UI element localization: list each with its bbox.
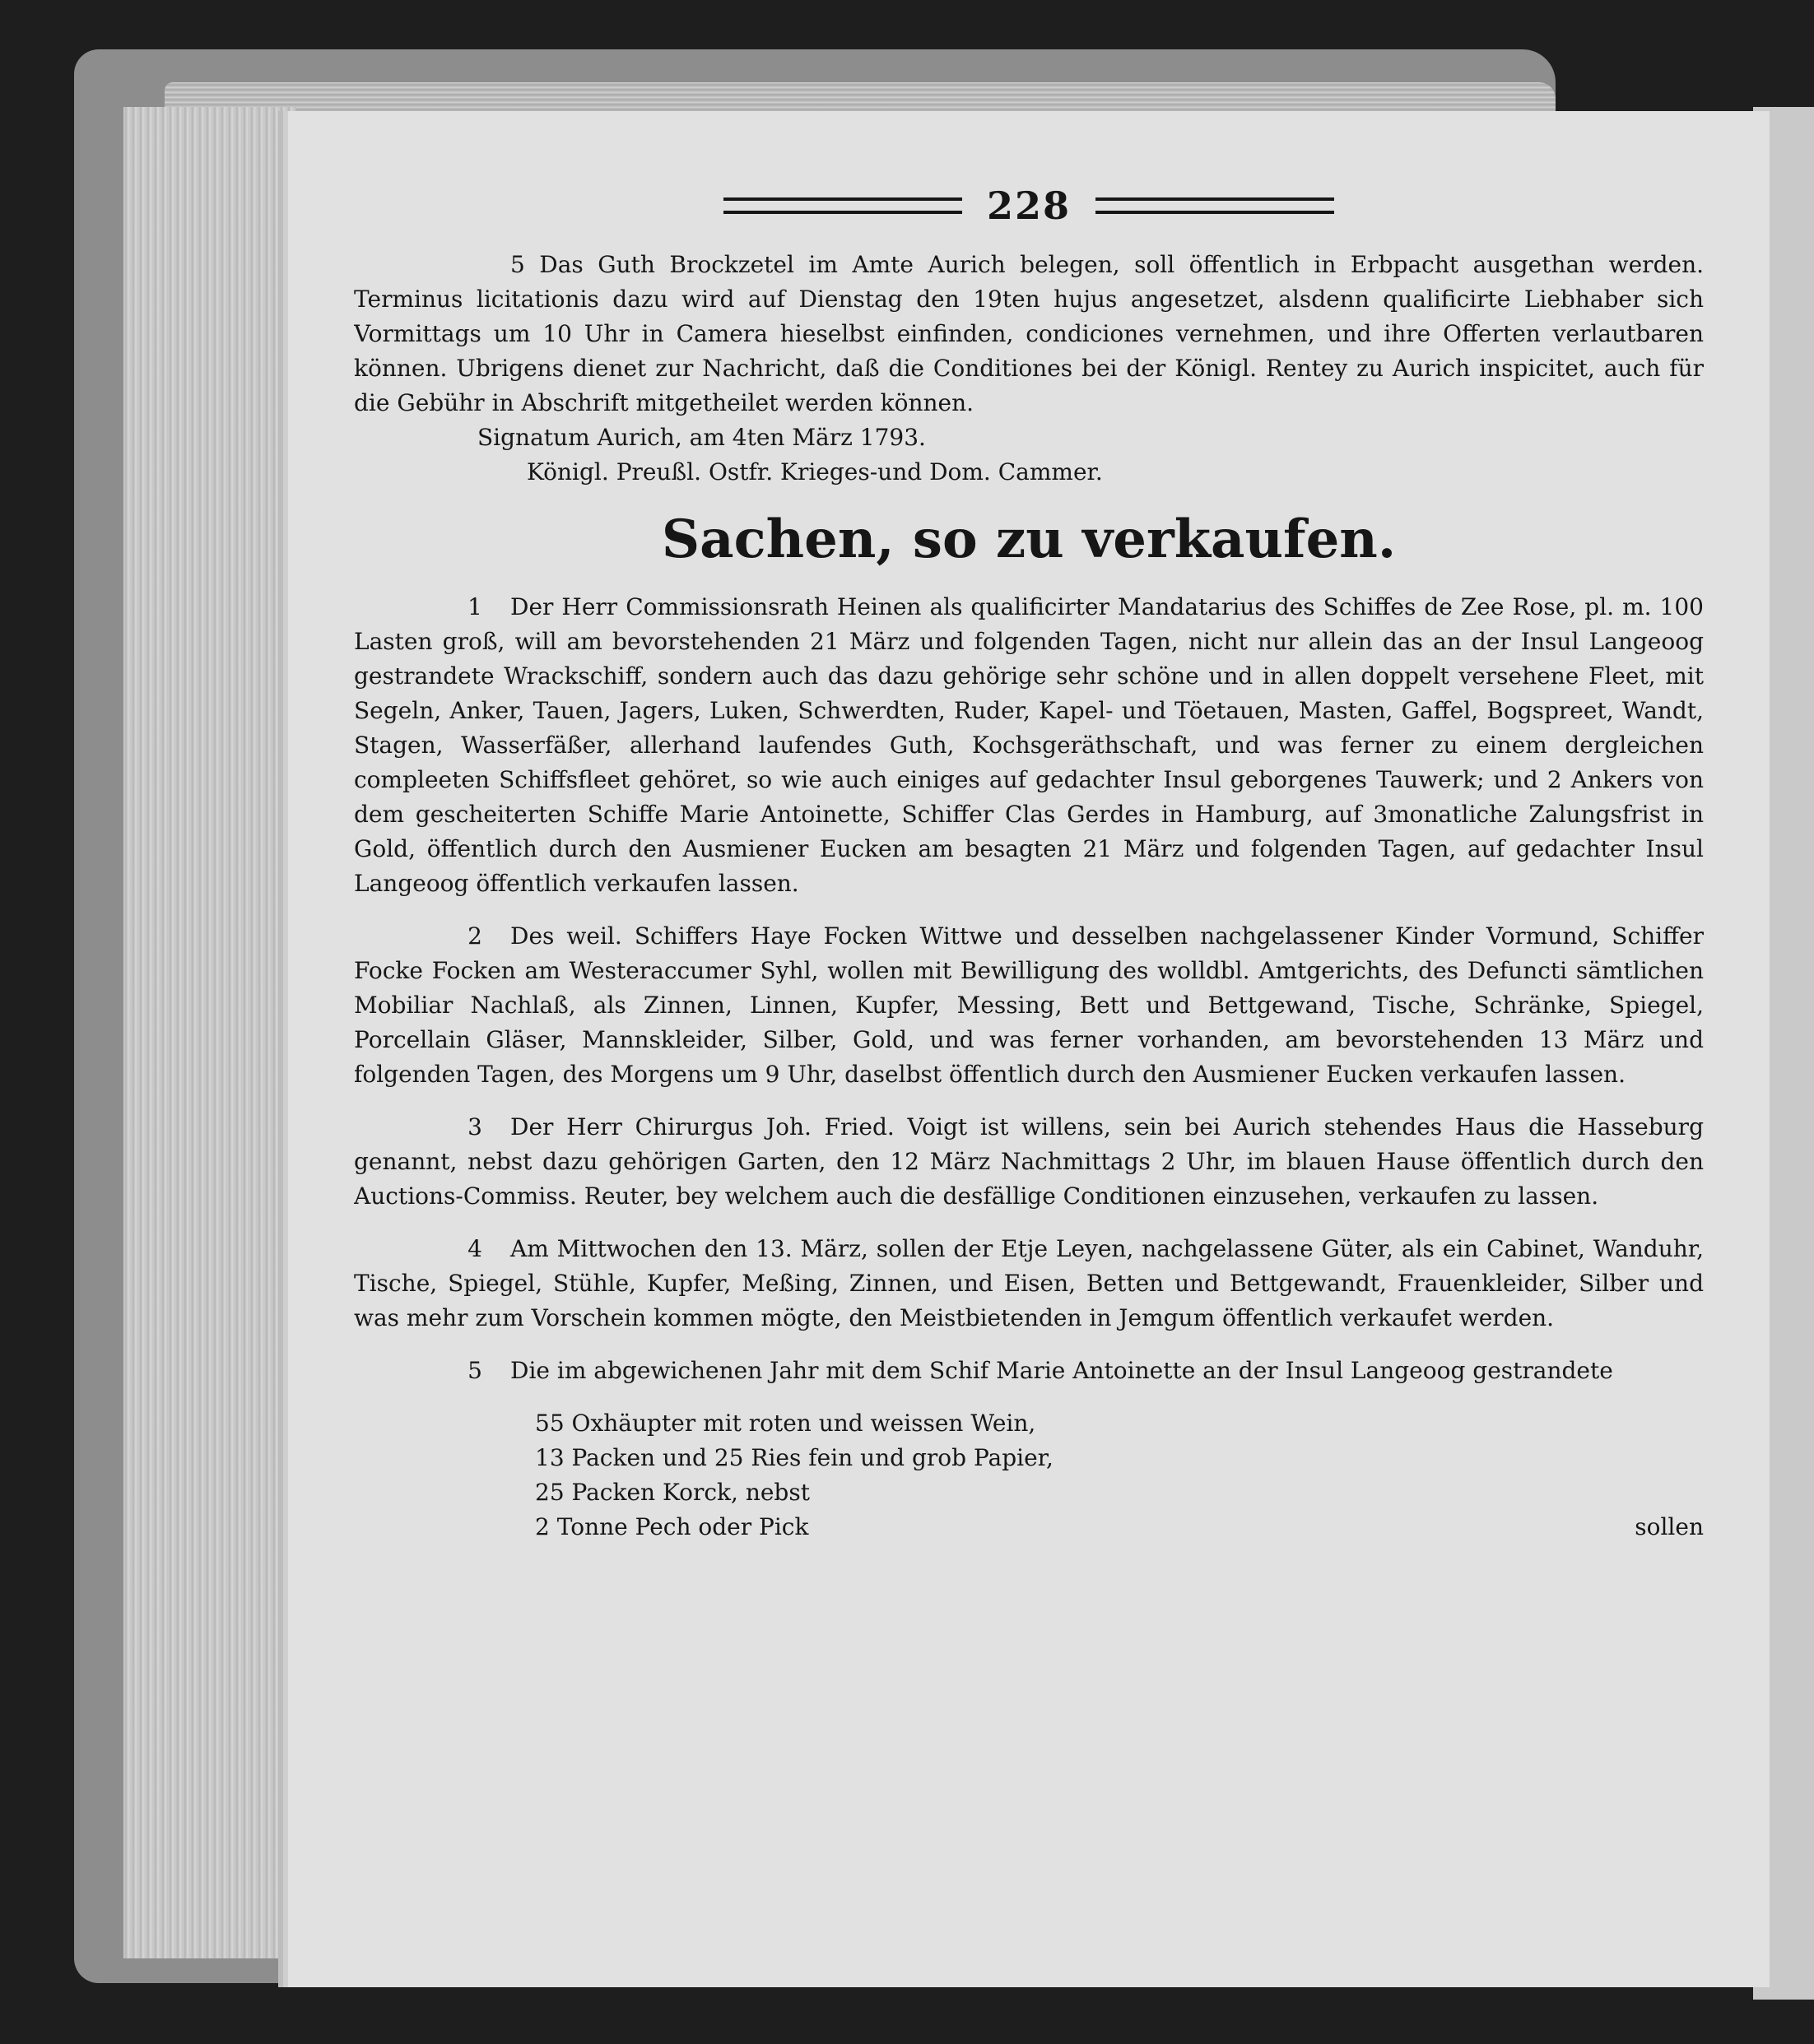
sale-item — [354, 1354, 1704, 1388]
sale-item — [354, 1110, 1704, 1214]
sale-item-body: Die im abgewichenen Jahr mit dem Schif Marie Antoinette an der Insul Langeoog gestrandete — [510, 1357, 1613, 1384]
sale-item-body: Am Mittwochen den 13. März, sollen der Etje Leyen, nachgelassene Güter, als ein Cabinet, Wanduhr, Tische, Spiegel, Stühle, Kupfer, Meßing, Zinnen, und Eisen, Betten und Bettgewandt, Frauenkleider, Silber und was mehr zum Vorschein kommen mögte, den Meistbietenden in Jemgum öffentlich verkaufet werden. — [354, 1235, 1704, 1331]
sale-item — [354, 1232, 1704, 1336]
sale-item-text — [354, 1232, 1704, 1336]
sale-item-number: 4 — [467, 1235, 482, 1262]
goods-list-item: 2 Tonne Pech oder Pick — [535, 1513, 809, 1540]
sale-item-number: 3 — [467, 1113, 482, 1140]
sale-item-number: 5 — [467, 1357, 482, 1384]
page-text — [354, 177, 1704, 1971]
issuing-office: Königl. Preußl. Ostfr. Krieges-und Dom. Cammer. — [527, 458, 1103, 485]
notice-paragraph: 5 Das Guth Brockzetel im Amte Aurich belegen, soll öffentlich in Erbpacht ausgethan werden. Terminus licitationis dazu wird auf Dienstag den 19ten hujus angesetzet, alsdenn qualificirte Liebhaber sich Vormittags um 10 Uhr in Camera hieselbst einfinden, condiciones vernehmen, und ihre Offerten verlautbaren können. Ubrigens dienet zur Nachricht, daß die Conditiones bei der Königl. Rentey zu Aurich inspicitet, auch für die Gebühr in Abschrift mitgetheilet werden können. — [354, 251, 1704, 416]
goods-list-last-row — [535, 1510, 1704, 1545]
sale-item-number: 2 — [467, 922, 482, 950]
sale-item-text — [354, 1110, 1704, 1214]
goods-list-item: 55 Oxhäupter mit roten und weissen Wein, — [535, 1410, 1036, 1437]
signature-line: Signatum Aurich, am 4ten März 1793. — [477, 424, 926, 451]
sale-item-text — [354, 590, 1704, 901]
sale-item — [354, 590, 1704, 901]
goods-list-item: 25 Packen Korck, nebst — [535, 1479, 810, 1506]
sale-item-body: Der Herr Chirurgus Joh. Fried. Voigt ist willens, sein bei Aurich stehendes Haus die Hasseburg genannt, nebst dazu gehörigen Garten, den 12 März Nachmittags 2 Uhr, im blauen Hause öffentlich durch den Auctions-Commiss. Reuter, bey welchem auch die desfällige Conditionen einzusehen, verkaufen zu lassen. — [354, 1113, 1704, 1210]
goods-list-item: 13 Packen und 25 Ries fein und grob Papier, — [535, 1444, 1054, 1471]
sale-item — [354, 919, 1704, 1092]
sale-item-text — [354, 919, 1704, 1092]
page-edges-left — [123, 107, 296, 1958]
header-rule-left — [723, 197, 962, 214]
page-number: 228 — [986, 183, 1072, 228]
book-page — [288, 111, 1770, 1987]
catchword: sollen — [1635, 1513, 1704, 1540]
page-header — [354, 177, 1704, 235]
sale-item-text — [354, 1354, 1704, 1388]
header-rule-right — [1095, 197, 1334, 214]
sale-item-body: Der Herr Commissionsrath Heinen als qualificirter Mandatarius des Schiffes de Zee Rose, pl. m. 100 Lasten groß, will am bevorstehenden 21 März und folgenden Tagen, nicht nur allein das an der Insul Langeoog gestrandete Wrackschiff, sondern auch das dazu gehörige sehr schöne und in allen doppelt versehene Fleet, mit Segeln, Anker, Tauen, Jagers, Luken, Schwerdten, Ruder, Kapel- und Töetauen, Masten, Gaffel, Bogspreet, Wandt, Stagen, Wasserfäßer, allerhand laufendes Guth, Kochsgeräthschaft, und was ferner zu einem dergleichen compleeten Schiffsfleet gehöret, so wie auch einiges auf gedachter Insul geborgenes Tauwerk; und 2 Ankers von dem gescheiterten Schiffe Marie Antoinette, Schiffer Clas Gerdes in Hamburg, auf 3monatliche Zalungsfrist in Gold, öffentlich durch den Ausmiener Eucken am besagten 21 März und folgenden Tagen, auf gedachter Insul Langeoog öffentlich verkaufen lassen. — [354, 593, 1704, 897]
sale-item-body: Des weil. Schiffers Haye Focken Wittwe und desselben nachgelassener Kinder Vormund, Schiffer Focke Focken am Westeraccumer Syhl, wollen mit Bewilligung des wolldbl. Amtgerichts, des Defuncti sämtlichen Mobiliar Nachlaß, als Zinnen, Linnen, Kupfer, Messing, Bett und Bettgewand, Tische, Schränke, Spiegel, Porcellain Gläser, Mannskleider, Silber, Gold, und was ferner vorhanden, am bevorstehenden 13 März und folgenden Tagen, des Morgens um 9 Uhr, daselbst öffentlich durch den Ausmiener Eucken verkaufen lassen. — [354, 922, 1704, 1088]
goods-list — [535, 1406, 1704, 1545]
sale-item-number: 1 — [467, 593, 482, 620]
section-title: Sachen, so zu verkaufen. — [661, 509, 1397, 570]
